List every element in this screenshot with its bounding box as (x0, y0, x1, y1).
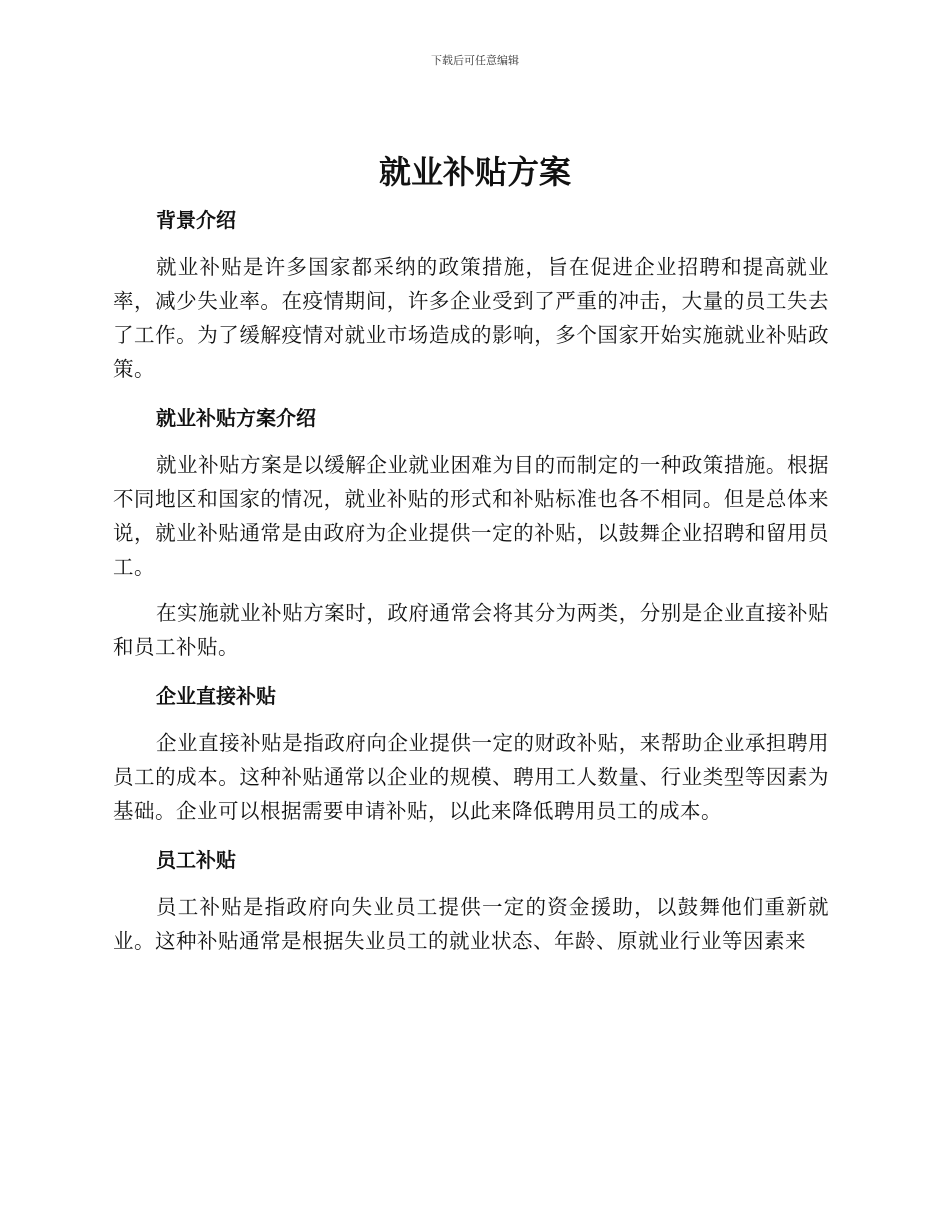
section-heading-plan-intro: 就业补贴方案介绍 (156, 406, 316, 430)
document-title: 就业补贴方案 (378, 153, 571, 191)
paragraph-plan-categories: 在实施就业补贴方案时，政府通常会将其分为两类，分别是企业直接补贴和员工补贴。 (113, 601, 829, 659)
section-heading-employee-subsidy: 员工补贴 (156, 848, 236, 872)
paragraph-employee-subsidy: 员工补贴是指政府向失业员工提供一定的资金援助，以鼓舞他们重新就业。这种补贴通常是根据失业员工的就业状态、年龄、原就业行业等因素来 (113, 895, 829, 953)
document-body (113, 200, 829, 958)
page-header-watermark: 下载后可任意编辑 (431, 54, 519, 67)
section-heading-background: 背景介绍 (156, 208, 236, 232)
section-heading-enterprise-subsidy: 企业直接补贴 (156, 684, 276, 708)
paragraph-enterprise-subsidy: 企业直接补贴是指政府向企业提供一定的财政补贴，来帮助企业承担聘用员工的成本。这种补贴通常以企业的规模、聘用工人数量、行业类型等因素为基础。企业可以根据需要申请补贴，以此来降低聘用员工的成本。 (113, 731, 829, 823)
paragraph-background: 就业补贴是许多国家都采纳的政策措施，旨在促进企业招聘和提高就业率，减少失业率。在疫情期间，许多企业受到了严重的冲击，大量的员工失去了工作。为了缓解疫情对就业市场造成的影响，多个国家开始实施就业补贴政策。 (113, 255, 829, 381)
paragraph-plan-intro: 就业补贴方案是以缓解企业就业困难为目的而制定的一种政策措施。根据不同地区和国家的情况，就业补贴的形式和补贴标准也各不相同。但是总体来说，就业补贴通常是由政府为企业提供一定的补贴，以鼓舞企业招聘和留用员工。 (113, 453, 829, 579)
